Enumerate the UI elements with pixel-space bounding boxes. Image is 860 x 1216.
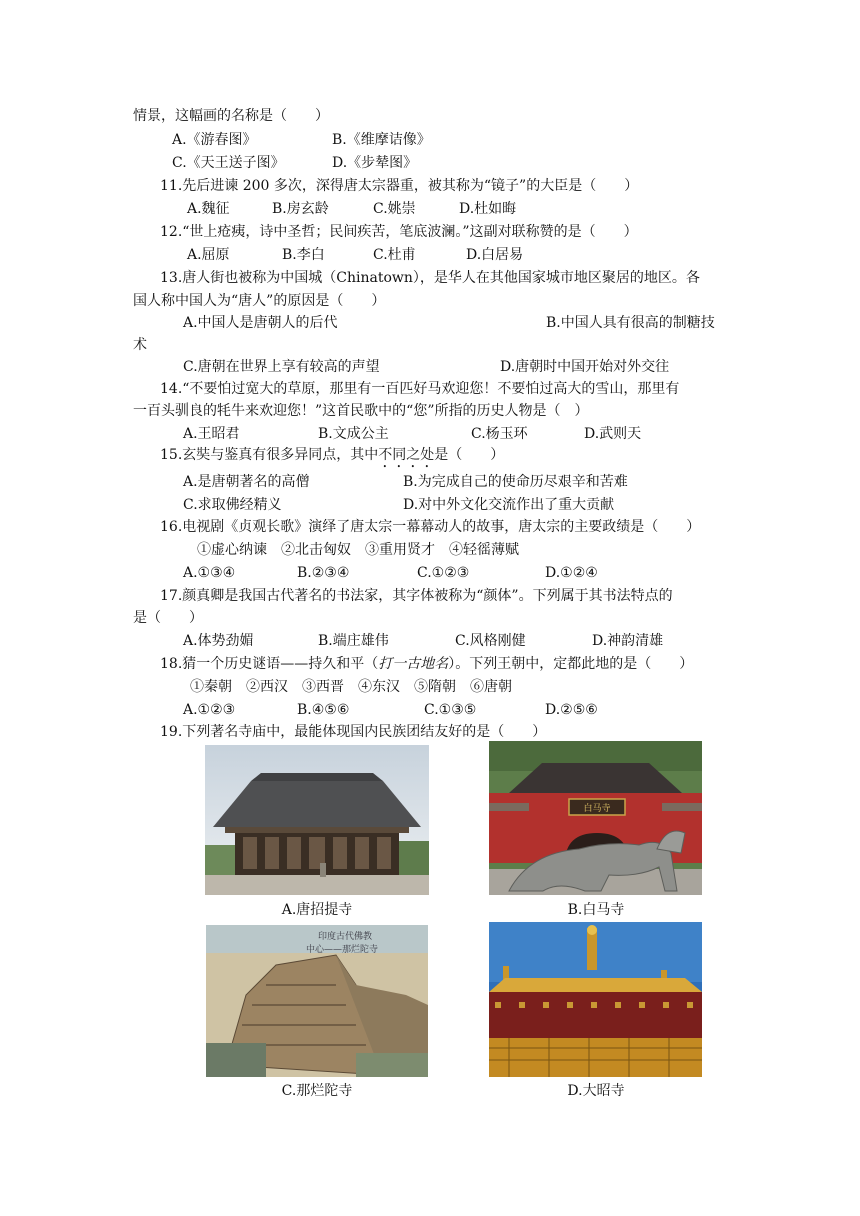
- q16-items: ①虚心纳谏 ②北击匈奴 ③重用贤才 ④轻徭薄赋: [197, 542, 519, 558]
- q10-option-b: B.《维摩诘像》: [332, 132, 431, 148]
- q19-caption-b: B.白马寺: [567, 902, 625, 918]
- q16-option-b: B.②③④: [297, 565, 350, 581]
- q12-stem: 12.“世上疮痍，诗中圣哲；民间疾苦，笔底波澜。”这副对联称赞的是（ ）: [160, 224, 638, 240]
- q17-option-b: B.端庄雄伟: [318, 633, 389, 649]
- q13-option-b-wrap: 术: [133, 337, 147, 353]
- q16-option-c: C.①②③: [417, 565, 470, 581]
- q18-option-c: C.①③⑤: [424, 702, 477, 718]
- q13-option-c: C.唐朝在世界上享有较高的声望: [183, 359, 380, 375]
- baima-sign-text: 白马寺: [583, 804, 611, 814]
- q12-option-d: D.白居易: [466, 247, 524, 263]
- q10-option-d: D.《步辇图》: [332, 155, 418, 171]
- q11-option-c: C.姚崇: [373, 201, 416, 217]
- q18-option-d: D.②⑤⑥: [545, 702, 598, 718]
- q18-option-b: B.④⑤⑥: [297, 702, 350, 718]
- q18-items: ①秦朝 ②西汉 ③西晋 ④东汉 ⑤隋朝 ⑥唐朝: [190, 679, 512, 695]
- photo-baima-temple: [489, 741, 702, 895]
- q10-option-c: C.《天王送子图》: [172, 155, 285, 171]
- q16-stem: 16.电视剧《贞观长歌》演绎了唐太宗一幕幕动人的故事，唐太宗的主要政绩是（ ）: [160, 519, 701, 535]
- q13-option-a: A.中国人是唐朝人的后代: [183, 315, 338, 331]
- q18-stem: [160, 654, 693, 674]
- q15-option-a: A.是唐朝著名的高僧: [183, 474, 310, 490]
- q18-stem-c: ）。下列王朝中，定都此地的是（ ）: [448, 656, 694, 672]
- q13-option-b: B.中国人具有很高的制糖技: [546, 315, 715, 331]
- q17-option-a: A.体势劲媚: [183, 633, 254, 649]
- q12-option-a: A.屈原: [187, 247, 230, 263]
- q14-option-b: B.文成公主: [318, 426, 389, 442]
- q11-option-b: B.房玄龄: [272, 201, 329, 217]
- q14-option-a: A.王昭君: [183, 426, 240, 442]
- q13-option-d: D.唐朝时中国开始对外交往: [500, 359, 670, 375]
- q14-option-c: C.杨玉环: [471, 426, 528, 442]
- q19-caption-c: C.那烂陀寺: [281, 1083, 353, 1099]
- photo-dazhao-temple: [489, 922, 702, 1077]
- q11-stem: 11.先后进谏 200 多次，深得唐太宗器重，被其称为“镜子”的大臣是（ ）: [160, 178, 639, 194]
- q13-stem-line2: 国人称中国人为“唐人”的原因是（ ）: [133, 293, 386, 309]
- q14-stem-line2: 一百头驯良的牦牛来欢迎您！”这首民歌中的“您”所指的历史人物是（ ）: [133, 403, 589, 419]
- q19-caption-a: A.唐招提寺: [281, 902, 353, 918]
- q12-option-c: C.杜甫: [373, 247, 416, 263]
- q19-stem: 19.下列著名寺庙中，最能体现国内民族团结友好的是（ ）: [160, 724, 547, 740]
- q18-stem-hint: 打一古地名: [378, 656, 449, 672]
- q13-stem-line1: 13.唐人街也被称为中国城（Chinatown），是华人在其他国家城市地区聚居的地区。各: [160, 270, 700, 286]
- q19-caption-d: D.大昭寺: [567, 1083, 625, 1099]
- q18-stem-a: 18.猜一个历史谜语——持久和平（: [160, 656, 379, 672]
- q15-option-c: C.求取佛经精义: [183, 497, 282, 513]
- q15-stem-c: 是（ ）: [434, 447, 505, 463]
- q18-option-a: A.①②③: [183, 702, 236, 718]
- photo-nalanda-temple: [206, 925, 428, 1077]
- q15-option-d: D.对中外文化交流作出了重大贡献: [403, 497, 615, 513]
- nalanda-caption-text-2: 中心——那烂陀寺: [306, 945, 379, 955]
- q10-stem-tail: 情景，这幅画的名称是（ ）: [133, 108, 329, 124]
- q17-option-c: C.风格刚健: [455, 633, 526, 649]
- q11-option-a: A.魏征: [187, 201, 230, 217]
- q17-stem-line2: 是（ ）: [133, 610, 203, 626]
- photo-tangzhaoti-temple: [205, 745, 429, 895]
- q14-stem-line1: 14.“不要怕过宽大的草原，那里有一百匹好马欢迎您！不要怕过高大的雪山，那里有: [160, 381, 680, 397]
- q14-option-d: D.武则天: [584, 426, 642, 442]
- q15-stem-a: 15.玄奘与鉴真有很多异同点，其中: [160, 447, 379, 463]
- q10-option-a: A.《游春图》: [172, 132, 257, 148]
- q15-stem: [160, 445, 504, 471]
- q12-option-b: B.李白: [282, 247, 325, 263]
- q16-option-a: A.①③④: [183, 565, 236, 581]
- q11-option-d: D.杜如晦: [459, 201, 517, 217]
- q15-stem-emphasis: 不同之处: [378, 447, 435, 463]
- q17-option-d: D.神韵清雄: [592, 633, 664, 649]
- q15-option-b: B.为完成自己的使命历尽艰辛和苦难: [403, 474, 628, 490]
- nalanda-caption-text-1: 印度古代佛教: [318, 932, 373, 942]
- q16-option-d: D.①②④: [545, 565, 598, 581]
- q17-stem-line1: 17.颜真卿是我国古代著名的书法家，其字体被称为“颜体”。下列属于其书法特点的: [160, 588, 673, 604]
